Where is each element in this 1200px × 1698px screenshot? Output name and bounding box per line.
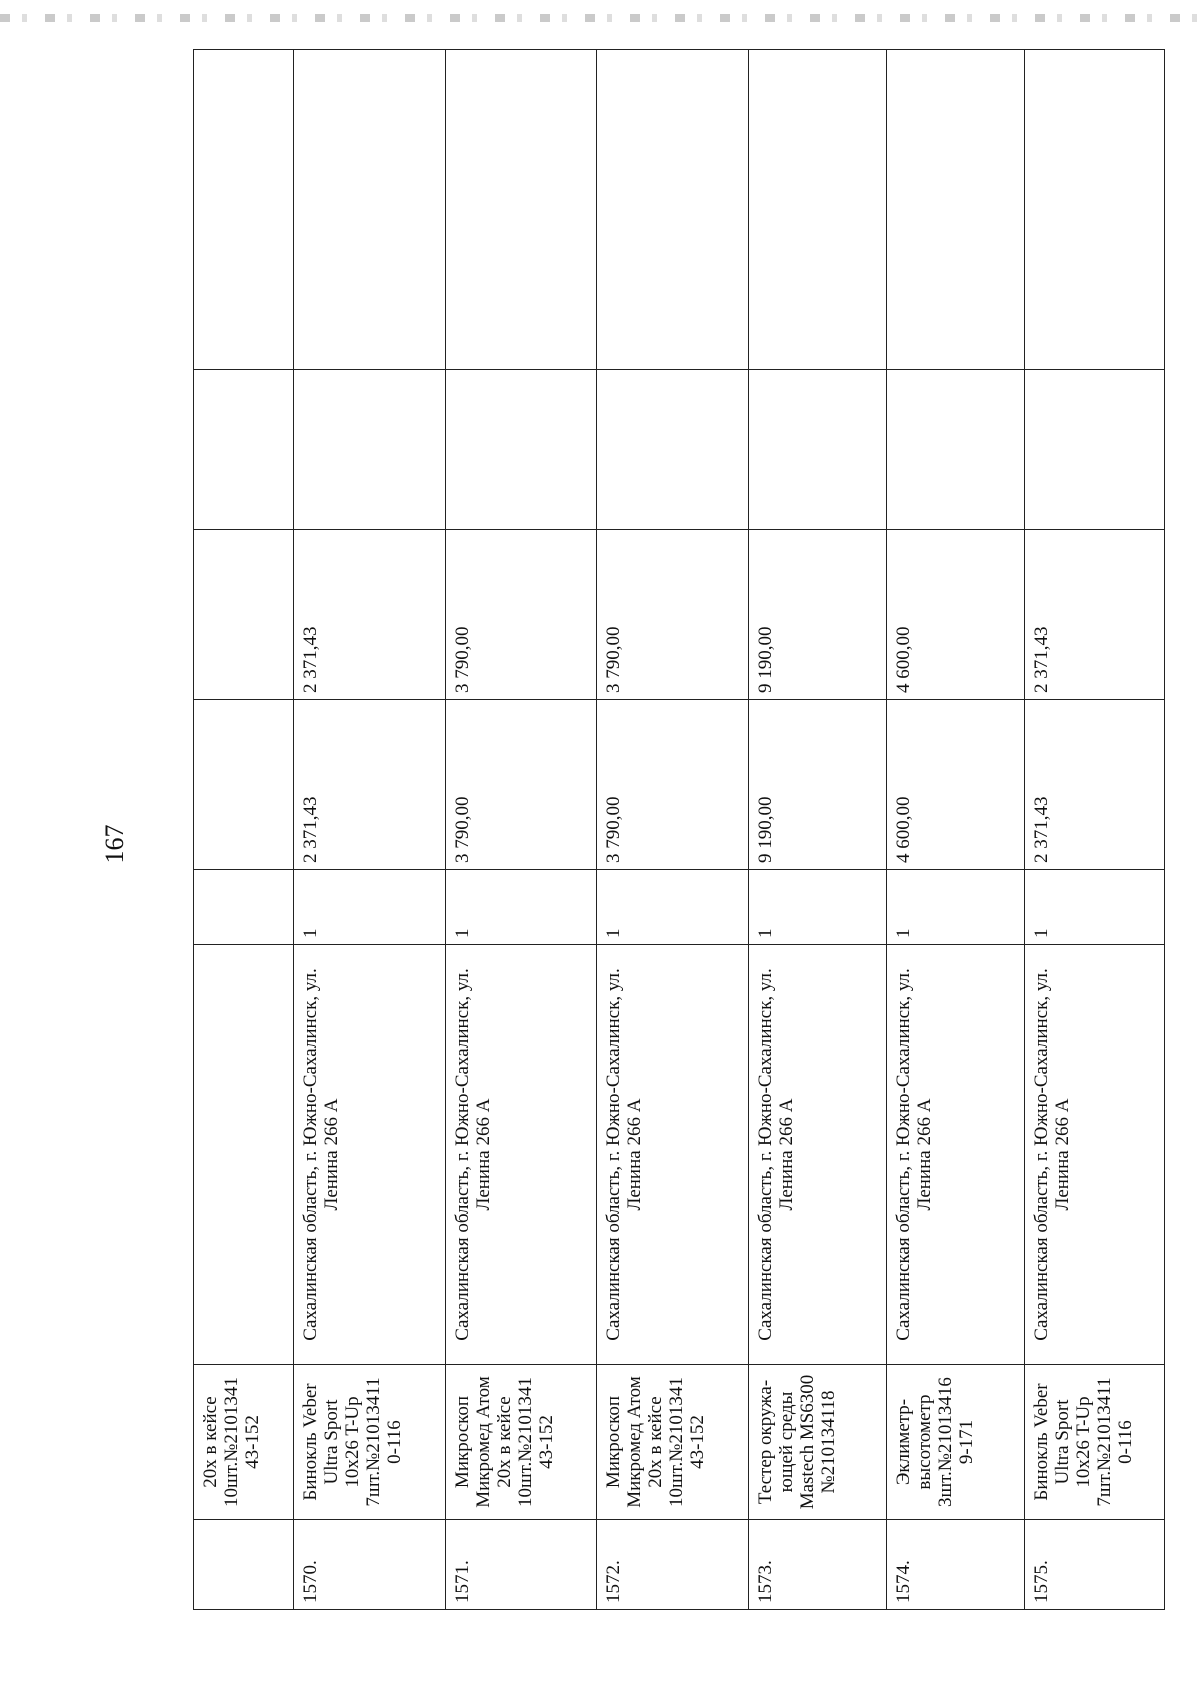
empty-cell [445, 370, 596, 530]
empty-cell [1024, 370, 1164, 530]
quantity: 1 [603, 928, 625, 938]
table-row [597, 50, 748, 1610]
table-row [1024, 50, 1164, 1610]
row-number: 1572. [603, 1560, 625, 1603]
total-cell [1024, 530, 1164, 700]
total-cell [194, 530, 294, 700]
table-row [194, 50, 294, 1610]
table-row [886, 50, 1024, 1610]
price-cell [597, 700, 748, 870]
table-body [194, 50, 1165, 1610]
price: 2 371,43 [1030, 796, 1052, 863]
address: Сахалинская область, г. Южно-Сахалинск, ул. Ленина 266 А [892, 968, 935, 1341]
total: 2 371,43 [1030, 626, 1052, 693]
address: Сахалинская область, г. Южно-Сахалинск, ул. Ленина 266 А [1030, 968, 1073, 1341]
price: 3 790,00 [603, 796, 625, 863]
quantity: 1 [1030, 928, 1052, 938]
quantity-cell [886, 870, 1024, 945]
price-cell [294, 700, 445, 870]
total-cell [294, 530, 445, 700]
item-name: Микроскоп Микромед Атом 20х в кейсе 10шт.№2101341 43-152 [451, 1376, 557, 1508]
total-cell [886, 530, 1024, 700]
empty-cell [194, 50, 294, 370]
item-name: Тестер окружа- ющей среды Mastech MS6300 №210134118 [754, 1374, 839, 1510]
empty-cell [597, 50, 748, 370]
quantity-cell [445, 870, 596, 945]
price: 3 790,00 [451, 796, 473, 863]
total: 2 371,43 [300, 626, 322, 693]
quantity: 1 [451, 928, 473, 938]
inventory-table [193, 49, 1165, 1610]
quantity: 1 [300, 928, 322, 938]
address-cell [597, 945, 748, 1365]
item-name: Микроскоп Микромед Атом 20х в кейсе 10шт.№2101341 43-152 [603, 1376, 709, 1508]
row-number-cell [597, 1520, 748, 1610]
table-row [445, 50, 596, 1610]
price-cell [445, 700, 596, 870]
price-cell [886, 700, 1024, 870]
address-cell [748, 945, 886, 1365]
address-cell [445, 945, 596, 1365]
price-cell [748, 700, 886, 870]
empty-cell [597, 370, 748, 530]
quantity-cell [1024, 870, 1164, 945]
address: Сахалинская область, г. Южно-Сахалинск, ул. Ленина 266 А [603, 968, 646, 1341]
address-cell [886, 945, 1024, 1365]
empty-cell [748, 370, 886, 530]
empty-cell [194, 370, 294, 530]
price-cell [1024, 700, 1164, 870]
item-name-cell [445, 1365, 596, 1520]
quantity-cell [194, 870, 294, 945]
item-name-cell [194, 1365, 294, 1520]
address: Сахалинская область, г. Южно-Сахалинск, ул. Ленина 266 А [300, 968, 343, 1341]
item-name-cell [597, 1365, 748, 1520]
empty-cell [294, 370, 445, 530]
quantity: 1 [892, 928, 914, 938]
price: 9 190,00 [754, 796, 776, 863]
item-name-cell [886, 1365, 1024, 1520]
total: 4 600,00 [892, 626, 914, 693]
row-number-cell [194, 1520, 294, 1610]
row-number: 1574. [892, 1560, 914, 1603]
item-name: Эклиметр- высотометр 3шт.№21013416 9-171 [892, 1377, 977, 1507]
price-cell [194, 700, 294, 870]
price: 2 371,43 [300, 796, 322, 863]
quantity-cell [748, 870, 886, 945]
empty-cell [886, 370, 1024, 530]
row-number-cell [294, 1520, 445, 1610]
empty-cell [748, 50, 886, 370]
address: Сахалинская область, г. Южно-Сахалинск, ул. Ленина 266 А [754, 968, 797, 1341]
inventory-table-frame [193, 50, 1165, 1610]
table-row [294, 50, 445, 1610]
item-name: 20х в кейсе 10шт.№2101341 43-152 [200, 1377, 263, 1507]
row-number-cell [748, 1520, 886, 1610]
row-number-cell [1024, 1520, 1164, 1610]
item-name-cell [294, 1365, 445, 1520]
address-cell [1024, 945, 1164, 1365]
total-cell [445, 530, 596, 700]
item-name-cell [748, 1365, 886, 1520]
address: Сахалинская область, г. Южно-Сахалинск, ул. Ленина 266 А [451, 968, 494, 1341]
empty-cell [294, 50, 445, 370]
inventory-table-rotated [193, 50, 1165, 1610]
row-number: 1573. [754, 1560, 776, 1603]
quantity: 1 [754, 928, 776, 938]
address-cell [294, 945, 445, 1365]
total-cell [597, 530, 748, 700]
quantity-cell [294, 870, 445, 945]
quantity-cell [597, 870, 748, 945]
total-cell [748, 530, 886, 700]
scan-artifact-line [0, 14, 1200, 22]
item-name-cell [1024, 1365, 1164, 1520]
item-name: Бинокль Veber Ultra Sport 10x26 T-Up 7шт.№21013411 0-116 [1030, 1377, 1136, 1507]
row-number: 1570. [300, 1560, 322, 1603]
empty-cell [886, 50, 1024, 370]
total: 3 790,00 [451, 626, 473, 693]
row-number: 1571. [451, 1560, 473, 1603]
item-name: Бинокль Veber Ultra Sport 10x26 T-Up 7шт.№21013411 0-116 [300, 1377, 406, 1507]
page-number: 167 [100, 824, 129, 864]
row-number-cell [886, 1520, 1024, 1610]
empty-cell [1024, 50, 1164, 370]
empty-cell [445, 50, 596, 370]
address-cell [194, 945, 294, 1365]
total: 9 190,00 [754, 626, 776, 693]
table-row [748, 50, 886, 1610]
row-number-cell [445, 1520, 596, 1610]
price: 4 600,00 [892, 796, 914, 863]
row-number: 1575. [1030, 1560, 1052, 1603]
total: 3 790,00 [603, 626, 625, 693]
